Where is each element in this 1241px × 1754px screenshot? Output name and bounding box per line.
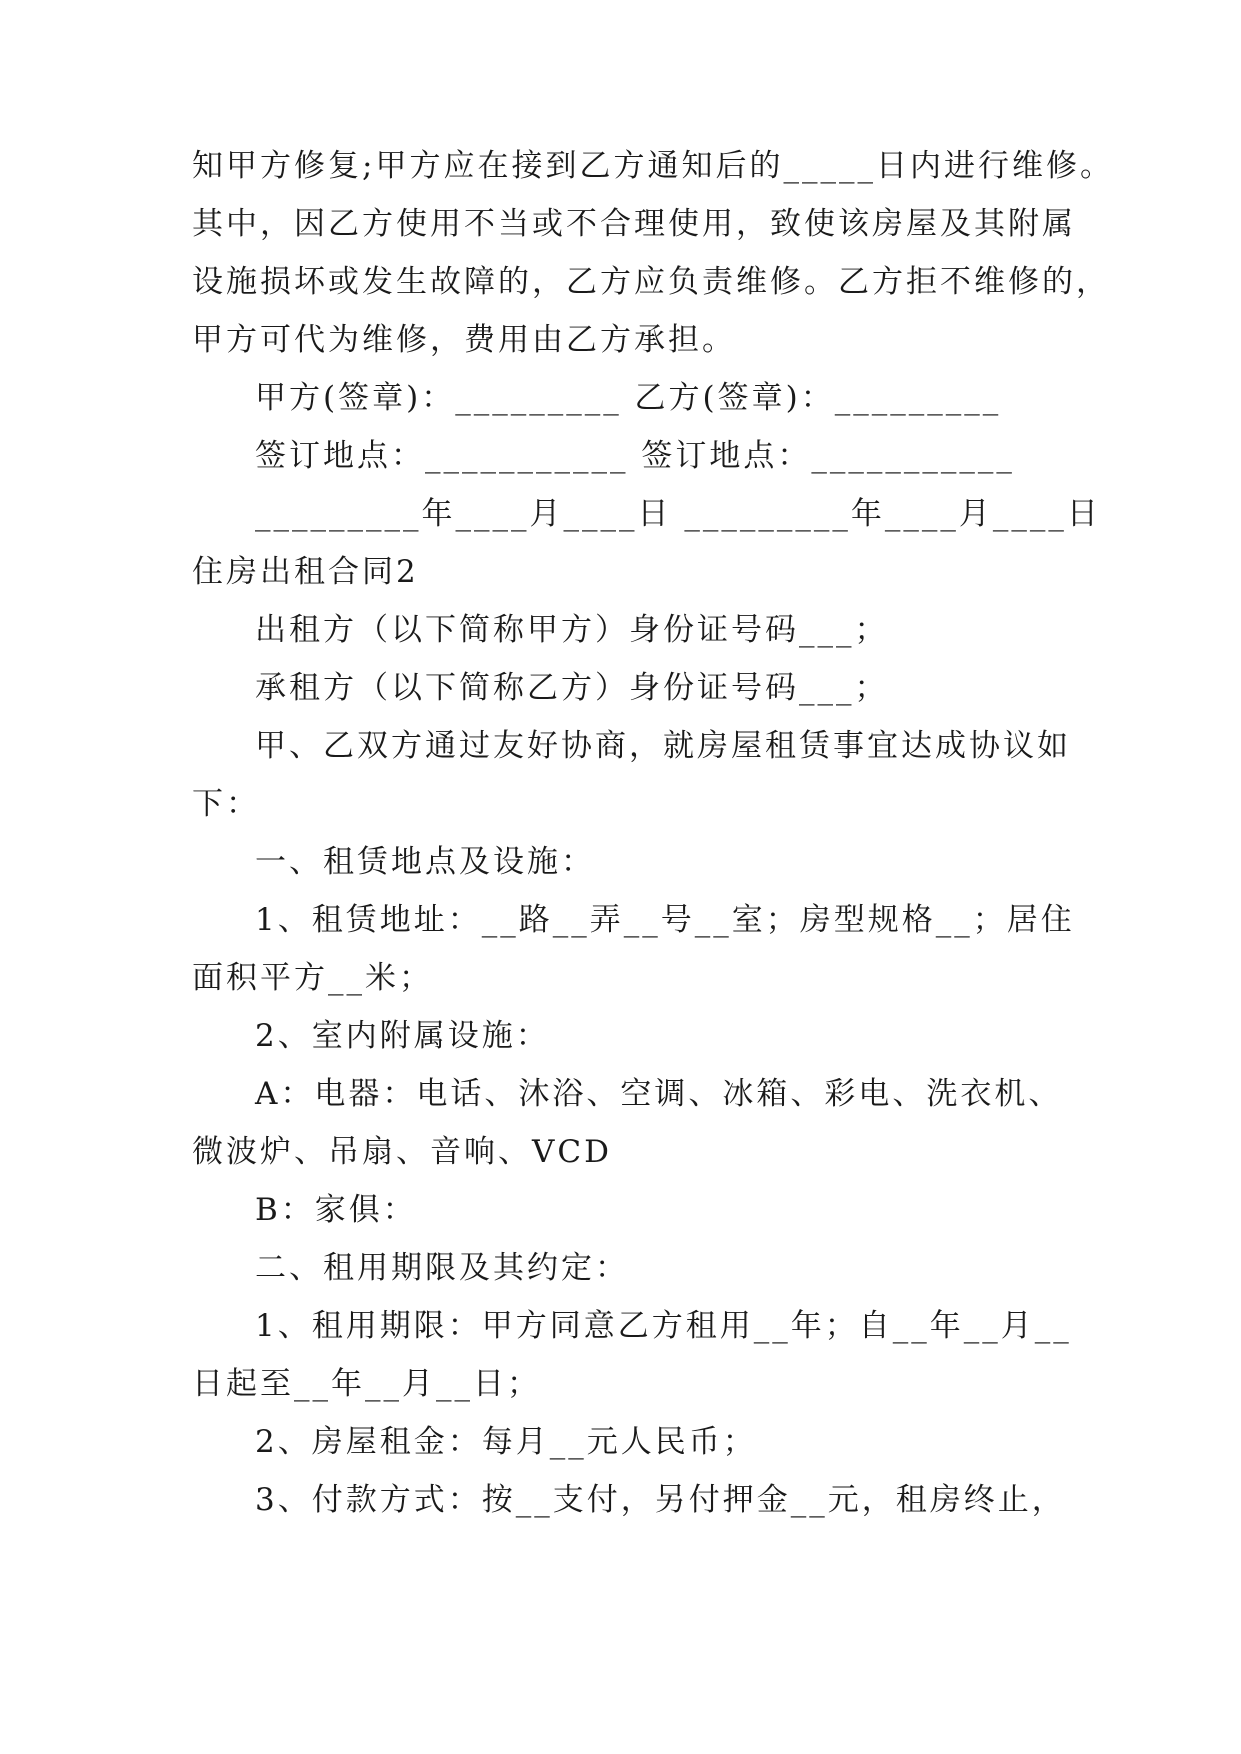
agreement-intro-line: 甲、乙双方通过友好协商，就房屋租赁事宜达成协议如 [255, 728, 1071, 764]
clause-1-1: 1、租赁地址：__路__弄__号__室；房型规格__；居住 [255, 902, 1075, 938]
lessee-line: 承租方（以下简称乙方）身份证号码___； [255, 670, 889, 706]
text-line-1: 知甲方修复;甲方应在接到乙方通知后的_____日内进行维修。 [192, 148, 1114, 184]
lessor-line: 出租方（以下简称甲方）身份证号码___； [255, 612, 889, 648]
clause-2-3: 3、付款方式：按__支付，另付押金__元，租房终止， [255, 1482, 1066, 1518]
appliances-line: A：电器：电话、沐浴、空调、冰箱、彩电、洗衣机、 [255, 1076, 1063, 1112]
clause-heading-2: 二、租用期限及其约定： [255, 1250, 629, 1286]
signature-line: 甲方(签章)：_________ 乙方(签章)：_________ [255, 380, 1002, 416]
section-title: 住房出租合同2 [192, 554, 419, 590]
clause-2-1-continued: 日起至__年__月__日； [192, 1366, 541, 1402]
text-line-2: 其中，因乙方使用不当或不合理使用，致使该房屋及其附属 [192, 206, 1076, 242]
furniture-line: B：家俱： [255, 1192, 417, 1228]
clause-1-1-continued: 面积平方__米； [192, 960, 433, 996]
signing-place-line: 签订地点：___________ 签订地点：___________ [255, 438, 1015, 474]
date-line: _________年____月____日 _________年____月____日 [255, 496, 1101, 532]
clause-heading-1: 一、租赁地点及设施： [255, 844, 595, 880]
text-line-4: 甲方可代为维修，费用由乙方承担。 [192, 322, 736, 358]
clause-1-2: 2、室内附属设施： [255, 1018, 550, 1054]
appliances-continued: 微波炉、吊扇、音响、VCD [192, 1134, 612, 1170]
text-line-3: 设施损坏或发生故障的，乙方应负责维修。乙方拒不维修的， [192, 264, 1110, 300]
agreement-intro-continued: 下： [192, 786, 260, 822]
clause-2-2: 2、房屋租金：每月__元人民币； [255, 1424, 757, 1460]
clause-2-1: 1、租用期限：甲方同意乙方租用__年；自__年__月__ [255, 1308, 1072, 1344]
